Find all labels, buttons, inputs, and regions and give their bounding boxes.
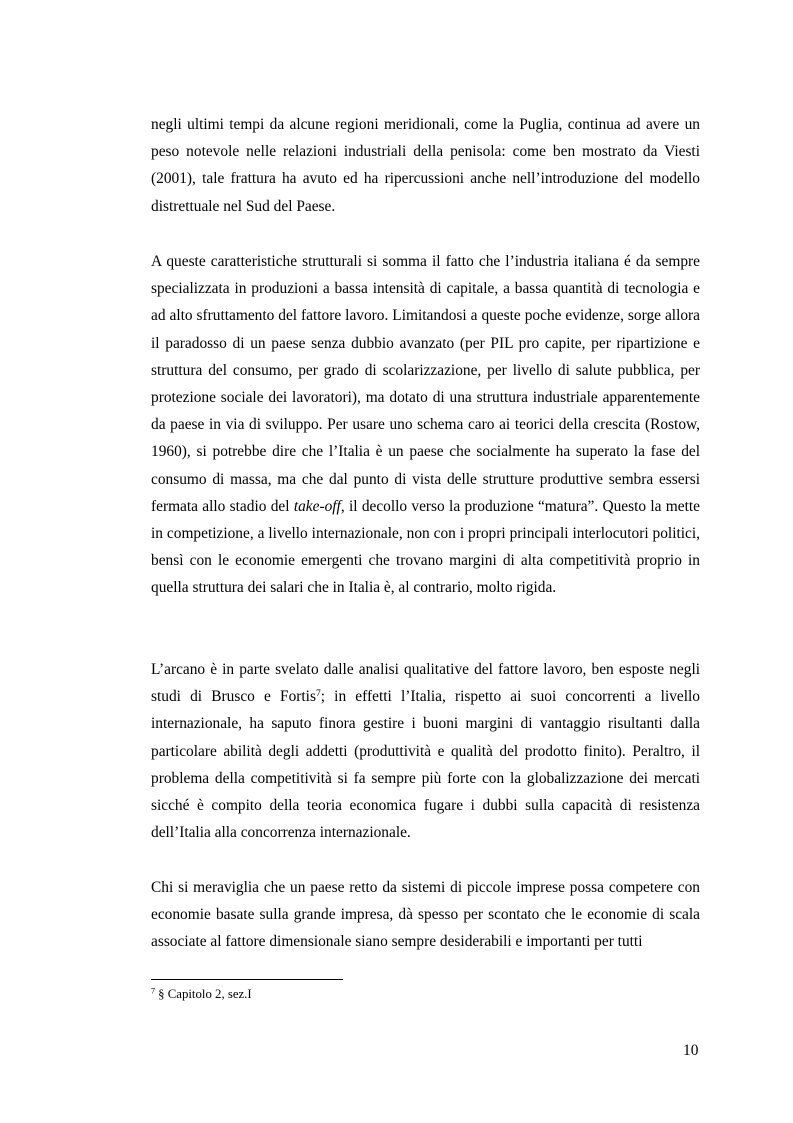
- paragraph-text: ; in effetti l’Italia, rispetto ai suoi concorrenti a livello internazionale, ha saputo finora gestire i buoni margini di vantaggio risultanti dalla particolare abilità degli addetti (produttività e qualità del prodotto finito). Peraltro, il problema della competitività si fa sempre più forte con la globalizzazione dei mercati sicché è compito della teoria economica fugare i dubbi sulla capacità di resistenza dell’Italia alla concorrenza internazionale.: [151, 688, 700, 842]
- paragraph-text: Chi si meraviglia che un paese retto da sistemi di piccole imprese possa competere con economie basate sulla grande impresa, dà spesso per scontato che le economie di scala associate al fattore dimensionale siano sempre desiderabili e importanti per tutti: [151, 879, 700, 951]
- body-paragraph: [151, 874, 700, 956]
- italic-term: take-off: [293, 497, 341, 515]
- footnote: [151, 984, 252, 1004]
- paragraph-text: negli ultimi tempi da alcune regioni meridionali, come la Puglia, continua ad avere un peso notevole nelle relazioni industriali della penisola: come ben mostrato da Viesti (2001), tale frattura ha avuto ed ha ripercussioni anche nell’introduzione del modello distrettuale nel Sud del Paese.: [151, 116, 700, 215]
- body-paragraph: [151, 656, 700, 846]
- page-number: 10: [683, 1042, 699, 1059]
- paragraph-text: A queste caratteristiche strutturali si somma il fatto che l’industria italiana é da sempre specializzata in produzioni a bassa intensità di capitale, a bassa quantità di tecnologia e ad alto sfruttamento del fattore lavoro. Limitandosi a queste poche evidenze, sorge allora il paradosso di un paese senza dubbio avanzato (per PIL pro capite, per ripartizione e struttura del consumo, per grado di scolarizzazione, per livello di salute pubblica, per protezione sociale dei lavoratori), ma dotato di una struttura industriale apparentemente da paese in via di sviluppo. Per usare uno schema caro ai teorici della crescita (Rostow, 1960), si potrebbe dire che l’Italia è un paese che socialmente ha superato la fase del consumo di massa, ma che dal punto di vista delle strutture produttive sembra essersi fermata allo stadio del: [151, 253, 700, 515]
- paragraph-text: , il decollo verso la produzione “matura”. Questo la mette in competizione, a livello internazionale, non con i propri principali interlocutori politici, bensì con le economie emergenti che trovano margini di alta competitività proprio in quella struttura dei salari che in Italia è, al contrario, molto rigida.: [151, 497, 700, 597]
- footnote-separator: [151, 979, 343, 980]
- footnote-reference: 7: [315, 687, 321, 699]
- footnote-marker: 7: [151, 986, 155, 996]
- body-paragraph: [151, 248, 700, 602]
- body-paragraph: [151, 111, 700, 220]
- footnote-text: § Capitolo 2, sez.I: [154, 987, 252, 1001]
- paragraph-text: L’arcano è in parte svelato dalle analisi qualitative del fattore lavoro, ben esposte negli studi di Brusco e Fortis: [151, 661, 700, 706]
